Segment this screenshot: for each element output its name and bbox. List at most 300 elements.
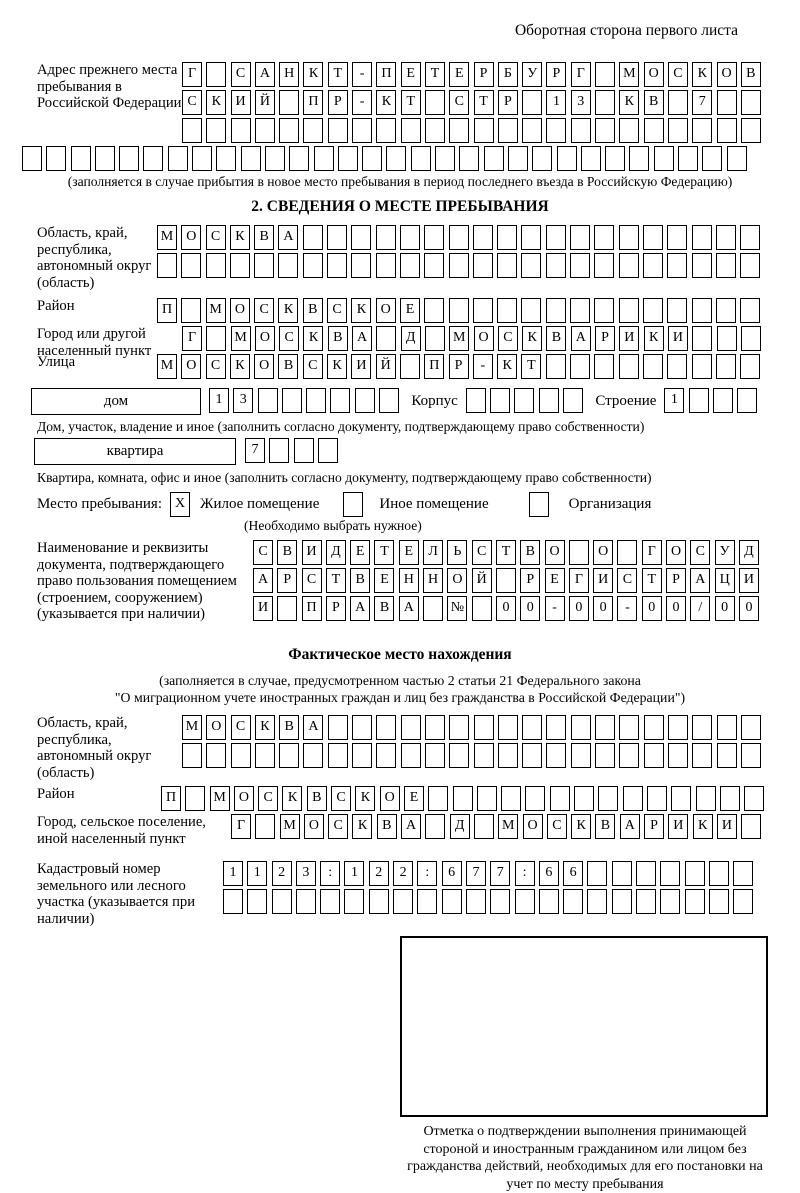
char-cell[interactable]: Р [326,596,346,621]
char-cell[interactable]: 2 [369,861,389,886]
char-cell[interactable] [717,118,737,143]
char-cell[interactable]: / [690,596,710,621]
char-cell[interactable] [247,889,267,914]
char-cell[interactable] [671,786,691,811]
char-cell[interactable] [352,743,372,768]
char-cell[interactable] [741,715,761,740]
char-cell[interactable]: А [401,814,421,839]
char-cell[interactable]: И [302,540,322,565]
char-cell[interactable] [644,743,664,768]
char-cell[interactable] [306,388,326,413]
char-cell[interactable] [379,388,399,413]
char-cell[interactable] [401,743,421,768]
char-cell[interactable]: У [522,62,542,87]
char-cell[interactable] [401,715,421,740]
char-cell[interactable] [546,253,566,278]
char-cell[interactable]: С [279,326,299,351]
char-cell[interactable] [709,861,729,886]
char-cell[interactable]: С [327,298,347,323]
char-cell[interactable]: В [520,540,540,565]
char-cell[interactable] [619,118,639,143]
char-cell[interactable] [643,253,663,278]
char-cell[interactable]: В [595,814,615,839]
char-cell[interactable] [522,90,542,115]
char-cell[interactable]: К [282,786,302,811]
char-cell[interactable]: И [717,814,737,839]
char-cell[interactable] [546,743,566,768]
char-cell[interactable]: К [571,814,591,839]
char-cell[interactable] [737,388,757,413]
char-cell[interactable] [206,118,226,143]
char-cell[interactable]: 1 [209,388,229,413]
char-cell[interactable]: Н [423,568,443,593]
char-cell[interactable]: А [352,326,372,351]
char-cell[interactable] [594,354,614,379]
char-cell[interactable] [424,253,444,278]
char-cell[interactable] [636,861,656,886]
char-cell[interactable]: А [278,225,298,250]
char-cell[interactable]: И [739,568,759,593]
char-cell[interactable]: О [717,62,737,87]
char-cell[interactable] [303,225,323,250]
char-cell[interactable] [314,146,334,171]
char-cell[interactable] [727,146,747,171]
char-cell[interactable]: Т [374,540,394,565]
char-cell[interactable] [595,743,615,768]
char-cell[interactable]: М [210,786,230,811]
char-cell[interactable] [740,225,760,250]
char-cell[interactable] [400,225,420,250]
char-cell[interactable]: - [617,596,637,621]
char-cell[interactable] [587,889,607,914]
char-cell[interactable]: 7 [692,90,712,115]
char-cell[interactable] [143,146,163,171]
char-cell[interactable] [497,225,517,250]
char-cell[interactable] [425,715,445,740]
char-cell[interactable]: К [255,715,275,740]
char-cell[interactable] [424,225,444,250]
char-cell[interactable] [435,146,455,171]
char-cell[interactable] [740,253,760,278]
char-cell[interactable]: М [280,814,300,839]
char-cell[interactable]: А [690,568,710,593]
char-cell[interactable] [546,715,566,740]
char-cell[interactable] [617,540,637,565]
char-cell[interactable]: Ь [447,540,467,565]
char-cell[interactable]: Н [279,62,299,87]
char-cell[interactable]: К [230,225,250,250]
char-cell[interactable]: 7 [245,438,265,463]
char-cell[interactable]: К [206,90,226,115]
char-cell[interactable]: Т [425,62,445,87]
char-cell[interactable]: 7 [466,861,486,886]
char-cell[interactable] [401,118,421,143]
char-cell[interactable]: П [157,298,177,323]
char-cell[interactable] [411,146,431,171]
char-cell[interactable] [327,253,347,278]
char-cell[interactable] [400,253,420,278]
checkbox-inoe[interactable] [343,492,363,517]
char-cell[interactable]: О [234,786,254,811]
char-cell[interactable] [619,743,639,768]
char-cell[interactable] [351,253,371,278]
char-cell[interactable]: : [320,861,340,886]
char-cell[interactable]: Т [474,90,494,115]
char-cell[interactable] [216,146,236,171]
char-cell[interactable]: М [449,326,469,351]
char-cell[interactable]: О [380,786,400,811]
char-cell[interactable] [474,118,494,143]
char-cell[interactable]: А [399,596,419,621]
char-cell[interactable] [255,814,275,839]
char-cell[interactable]: И [619,326,639,351]
char-cell[interactable]: Т [328,62,348,87]
char-cell[interactable] [338,146,358,171]
char-cell[interactable] [472,596,492,621]
char-cell[interactable]: 7 [490,861,510,886]
char-cell[interactable]: О [230,298,250,323]
char-cell[interactable]: 1 [223,861,243,886]
char-cell[interactable] [717,326,737,351]
char-cell[interactable] [497,253,517,278]
char-cell[interactable]: Т [642,568,662,593]
char-cell[interactable] [668,743,688,768]
char-cell[interactable] [328,715,348,740]
char-cell[interactable] [668,90,688,115]
char-cell[interactable] [619,225,639,250]
char-cell[interactable] [550,786,570,811]
char-cell[interactable]: П [424,354,444,379]
char-cell[interactable] [660,861,680,886]
char-cell[interactable]: Д [401,326,421,351]
char-cell[interactable] [231,118,251,143]
checkbox-organizatsiya[interactable] [529,492,549,517]
char-cell[interactable] [514,388,534,413]
char-cell[interactable]: Д [739,540,759,565]
char-cell[interactable] [473,298,493,323]
char-cell[interactable] [386,146,406,171]
char-cell[interactable] [376,743,396,768]
char-cell[interactable] [717,743,737,768]
char-cell[interactable]: К [303,62,323,87]
char-cell[interactable] [668,118,688,143]
char-cell[interactable] [466,889,486,914]
char-cell[interactable]: О [447,568,467,593]
char-cell[interactable]: А [253,568,273,593]
char-cell[interactable]: Р [474,62,494,87]
char-cell[interactable]: Л [423,540,443,565]
char-cell[interactable] [369,889,389,914]
char-cell[interactable] [231,743,251,768]
char-cell[interactable] [496,568,516,593]
char-cell[interactable] [294,438,314,463]
char-cell[interactable] [594,298,614,323]
char-cell[interactable] [692,298,712,323]
char-cell[interactable]: 0 [739,596,759,621]
char-cell[interactable]: Т [496,540,516,565]
char-cell[interactable] [741,118,761,143]
char-cell[interactable]: К [522,326,542,351]
char-cell[interactable] [355,388,375,413]
char-cell[interactable]: Й [472,568,492,593]
char-cell[interactable] [376,118,396,143]
char-cell[interactable] [546,118,566,143]
char-cell[interactable] [46,146,66,171]
char-cell[interactable]: - [352,62,372,87]
char-cell[interactable]: 0 [593,596,613,621]
char-cell[interactable]: О [255,326,275,351]
char-cell[interactable]: Р [595,326,615,351]
char-cell[interactable] [303,253,323,278]
char-cell[interactable] [532,146,552,171]
char-cell[interactable] [206,326,226,351]
char-cell[interactable] [733,861,753,886]
char-cell[interactable]: Г [642,540,662,565]
char-cell[interactable]: О [523,814,543,839]
char-cell[interactable] [501,786,521,811]
char-cell[interactable]: С [231,62,251,87]
char-cell[interactable] [223,889,243,914]
char-cell[interactable]: К [327,354,347,379]
char-cell[interactable]: Б [498,62,518,87]
char-cell[interactable]: О [474,326,494,351]
char-cell[interactable]: № [447,596,467,621]
char-cell[interactable] [181,253,201,278]
char-cell[interactable] [678,146,698,171]
char-cell[interactable] [522,743,542,768]
char-cell[interactable] [716,354,736,379]
char-cell[interactable] [557,146,577,171]
char-cell[interactable] [282,388,302,413]
char-cell[interactable] [740,298,760,323]
char-cell[interactable] [328,743,348,768]
char-cell[interactable] [498,743,518,768]
char-cell[interactable] [654,146,674,171]
char-cell[interactable] [587,861,607,886]
char-cell[interactable]: Р [644,814,664,839]
char-cell[interactable]: К [355,786,375,811]
char-cell[interactable] [668,715,688,740]
char-cell[interactable]: 6 [539,861,559,886]
char-cell[interactable] [498,715,518,740]
char-cell[interactable]: К [693,814,713,839]
char-cell[interactable] [581,146,601,171]
char-cell[interactable] [702,146,722,171]
char-cell[interactable] [571,743,591,768]
char-cell[interactable] [459,146,479,171]
char-cell[interactable] [206,743,226,768]
char-cell[interactable] [643,354,663,379]
char-cell[interactable] [71,146,91,171]
char-cell[interactable] [643,298,663,323]
char-cell[interactable]: Т [521,354,541,379]
char-cell[interactable] [449,253,469,278]
char-cell[interactable] [328,118,348,143]
char-cell[interactable]: М [157,225,177,250]
char-cell[interactable] [570,253,590,278]
char-cell[interactable] [362,146,382,171]
char-cell[interactable] [521,253,541,278]
char-cell[interactable]: П [303,90,323,115]
char-cell[interactable] [330,388,350,413]
char-cell[interactable]: - [473,354,493,379]
char-cell[interactable] [327,225,347,250]
char-cell[interactable]: К [376,90,396,115]
char-cell[interactable] [449,225,469,250]
char-cell[interactable]: К [692,62,712,87]
char-cell[interactable] [449,118,469,143]
char-cell[interactable]: С [206,354,226,379]
char-cell[interactable] [685,861,705,886]
char-cell[interactable]: М [498,814,518,839]
char-cell[interactable] [344,889,364,914]
char-cell[interactable]: С [206,225,226,250]
char-cell[interactable] [351,225,371,250]
char-cell[interactable]: Г [569,568,589,593]
char-cell[interactable]: К [278,298,298,323]
char-cell[interactable]: Г [182,62,202,87]
char-cell[interactable]: С [328,814,348,839]
char-cell[interactable]: В [303,298,323,323]
char-cell[interactable]: 1 [247,861,267,886]
char-cell[interactable]: И [668,326,688,351]
char-cell[interactable] [713,388,733,413]
char-cell[interactable]: 0 [569,596,589,621]
char-cell[interactable]: Е [404,786,424,811]
char-cell[interactable] [546,298,566,323]
char-cell[interactable]: П [376,62,396,87]
char-cell[interactable]: 2 [272,861,292,886]
char-cell[interactable] [400,354,420,379]
char-cell[interactable] [254,253,274,278]
char-cell[interactable] [376,225,396,250]
char-cell[interactable] [376,253,396,278]
char-cell[interactable]: А [571,326,591,351]
char-cell[interactable] [563,889,583,914]
char-cell[interactable] [508,146,528,171]
char-cell[interactable]: О [666,540,686,565]
char-cell[interactable]: Т [326,568,346,593]
char-cell[interactable]: Р [277,568,297,593]
char-cell[interactable]: 1 [664,388,684,413]
char-cell[interactable]: М [231,326,251,351]
char-cell[interactable]: 0 [666,596,686,621]
char-cell[interactable]: В [307,786,327,811]
char-cell[interactable]: Д [450,814,470,839]
char-cell[interactable]: 6 [563,861,583,886]
char-cell[interactable] [692,253,712,278]
char-cell[interactable] [95,146,115,171]
char-cell[interactable]: Е [400,298,420,323]
char-cell[interactable] [474,715,494,740]
char-cell[interactable] [716,225,736,250]
char-cell[interactable]: К [230,354,250,379]
char-cell[interactable] [692,118,712,143]
char-cell[interactable]: И [593,568,613,593]
char-cell[interactable] [498,118,518,143]
char-cell[interactable] [425,743,445,768]
char-cell[interactable] [318,438,338,463]
char-cell[interactable]: О [254,354,274,379]
char-cell[interactable]: А [255,62,275,87]
char-cell[interactable] [442,889,462,914]
char-cell[interactable] [423,596,443,621]
char-cell[interactable] [571,118,591,143]
char-cell[interactable]: Р [498,90,518,115]
char-cell[interactable]: С [303,354,323,379]
char-cell[interactable] [320,889,340,914]
char-cell[interactable] [644,118,664,143]
char-cell[interactable] [206,253,226,278]
char-cell[interactable] [629,146,649,171]
char-cell[interactable] [717,715,737,740]
char-cell[interactable] [157,253,177,278]
char-cell[interactable] [424,298,444,323]
char-cell[interactable]: С [472,540,492,565]
char-cell[interactable] [647,786,667,811]
char-cell[interactable]: П [302,596,322,621]
char-cell[interactable] [484,146,504,171]
char-cell[interactable] [692,225,712,250]
char-cell[interactable]: О [206,715,226,740]
char-cell[interactable]: Е [449,62,469,87]
char-cell[interactable] [425,118,445,143]
char-cell[interactable]: В [278,354,298,379]
char-cell[interactable] [595,62,615,87]
char-cell[interactable]: С [617,568,637,593]
char-cell[interactable]: Р [328,90,348,115]
char-cell[interactable]: : [417,861,437,886]
char-cell[interactable] [490,889,510,914]
char-cell[interactable]: К [497,354,517,379]
char-cell[interactable]: С [302,568,322,593]
char-cell[interactable]: В [277,540,297,565]
char-cell[interactable]: И [668,814,688,839]
char-cell[interactable]: С [498,326,518,351]
char-cell[interactable]: М [157,354,177,379]
char-cell[interactable] [546,354,566,379]
char-cell[interactable]: 2 [393,861,413,886]
char-cell[interactable] [453,786,473,811]
char-cell[interactable]: О [181,354,201,379]
char-cell[interactable] [636,889,656,914]
char-cell[interactable]: Г [571,62,591,87]
char-cell[interactable] [595,118,615,143]
char-cell[interactable]: Г [231,814,251,839]
char-cell[interactable] [569,540,589,565]
char-cell[interactable] [741,814,761,839]
char-cell[interactable] [717,90,737,115]
char-cell[interactable]: О [181,225,201,250]
char-cell[interactable] [425,326,445,351]
char-cell[interactable] [255,743,275,768]
char-cell[interactable] [623,786,643,811]
char-cell[interactable]: Р [520,568,540,593]
char-cell[interactable] [521,298,541,323]
char-cell[interactable]: И [231,90,251,115]
char-cell[interactable] [522,715,542,740]
char-cell[interactable] [643,225,663,250]
char-cell[interactable] [660,889,680,914]
char-cell[interactable]: С [182,90,202,115]
char-cell[interactable] [182,743,202,768]
char-cell[interactable] [490,388,510,413]
char-cell[interactable] [185,786,205,811]
char-cell[interactable] [563,388,583,413]
char-cell[interactable] [473,225,493,250]
char-cell[interactable]: Р [666,568,686,593]
char-cell[interactable]: И [351,354,371,379]
